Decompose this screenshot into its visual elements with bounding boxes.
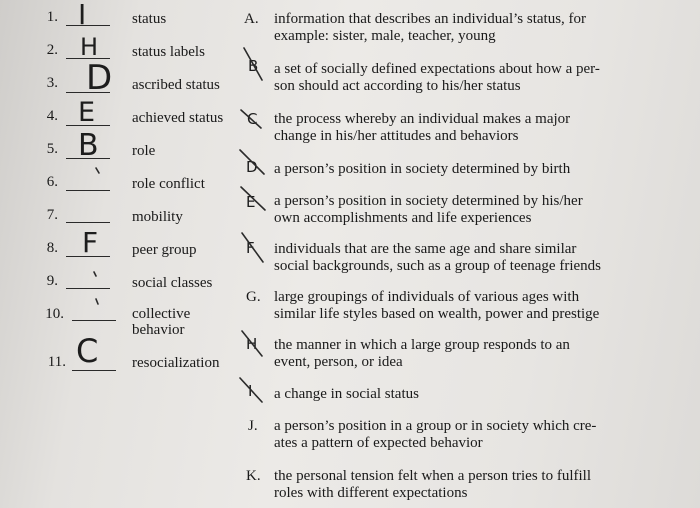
crossed-letter: B	[248, 57, 259, 75]
term-label: resocialization	[132, 355, 220, 371]
stray-tick-mark	[94, 272, 96, 276]
term-label: mobility	[132, 209, 183, 225]
definition-line1: information that describes an individual’s status, for	[274, 11, 587, 27]
definition-letter: G.	[246, 289, 261, 305]
handwritten-answer[interactable]: F	[82, 226, 99, 259]
handwritten-answer[interactable]: I	[78, 0, 87, 31]
definition-line2: ates a pattern of expected behavior	[274, 435, 483, 451]
term-number: 3.	[46, 75, 58, 91]
term-number: 6.	[46, 174, 58, 190]
term-label: achieved status	[132, 110, 224, 126]
answer-blank[interactable]	[66, 25, 110, 26]
term-label: status labels	[132, 44, 205, 60]
crossed-letter: D	[246, 158, 258, 176]
definition-line1: the process whereby an individual makes a major	[274, 111, 571, 127]
term-number: 1.	[46, 9, 58, 25]
crossed-letter: E	[246, 193, 256, 211]
definition-line2: roles with different expectations	[274, 485, 468, 501]
term-number: 8.	[46, 240, 58, 256]
crossed-letter: C	[247, 110, 258, 128]
answer-blank[interactable]	[66, 125, 110, 126]
term-label: role	[132, 143, 156, 159]
term-label: role conflict	[132, 176, 205, 192]
term-label: ascribed status	[132, 77, 220, 93]
definition-line2: similar life styles based on wealth, power and prestige	[274, 306, 600, 322]
definition-line1: individuals that are the same age and share similar	[274, 241, 577, 257]
definition-line2: change in his/her attitudes and behaviors	[274, 128, 519, 144]
term-label-line2: behavior	[132, 322, 185, 338]
definition-line1: the manner in which a large group responds to an	[274, 337, 570, 353]
handwritten-answer[interactable]: B	[78, 128, 99, 163]
definition-line2: social backgrounds, such as a group of teenage friends	[274, 258, 601, 274]
definition-line1: a person’s position in society determined by his/her	[274, 193, 583, 209]
definition-letter: J.	[248, 418, 258, 434]
answer-blank[interactable]	[66, 92, 110, 93]
term-number: 4.	[46, 108, 58, 124]
term-number: 9.	[46, 273, 58, 289]
answer-blank[interactable]	[66, 158, 110, 159]
answer-blank[interactable]	[66, 190, 110, 191]
crossed-letter: H	[246, 335, 258, 353]
definition-line1: a change in social status	[274, 386, 419, 402]
definition-line1: a person’s position in society determined by birth	[274, 161, 571, 177]
definition-line1: large groupings of individuals of various ages with	[274, 289, 580, 305]
definition-line2: example: sister, male, teacher, young	[274, 28, 496, 44]
answer-blank[interactable]	[66, 256, 110, 257]
definition-letter: A.	[244, 11, 259, 27]
term-number: 11.	[47, 354, 66, 370]
term-label-line1: collective	[132, 306, 191, 322]
term-label: status	[132, 11, 167, 27]
crossed-letter: I	[248, 382, 253, 400]
stray-tick-mark	[96, 168, 99, 173]
term-number: 2.	[46, 42, 58, 58]
term-number: 5.	[46, 141, 58, 157]
answer-blank[interactable]	[72, 320, 116, 321]
crossed-letter: F	[246, 239, 255, 257]
handwritten-answer[interactable]: H	[80, 33, 99, 61]
definition-line2: event, person, or idea	[274, 354, 403, 370]
definition-line2: son should act according to his/her status	[274, 78, 521, 94]
definition-letter: K.	[246, 468, 261, 484]
term-label: social classes	[132, 275, 213, 291]
definition-line2: own accomplishments and life experiences	[274, 210, 532, 226]
handwritten-answer[interactable]: D	[86, 58, 113, 98]
handwritten-answer[interactable]: C	[76, 332, 99, 370]
answer-blank[interactable]	[66, 288, 110, 289]
handwritten-answer[interactable]: E	[78, 97, 96, 128]
definition-line1: a person’s position in a group or in society which cre-	[274, 418, 597, 434]
term-number: 10.	[45, 306, 64, 322]
answer-blank[interactable]	[72, 370, 116, 371]
term-label: peer group	[132, 242, 197, 258]
term-number: 7.	[46, 207, 58, 223]
answer-blank[interactable]	[66, 222, 110, 223]
definition-line1: a set of socially defined expectations about how a per-	[274, 61, 600, 77]
definition-line1: the personal tension felt when a person tries to fulfill	[274, 468, 591, 484]
stray-tick-mark	[96, 299, 98, 304]
